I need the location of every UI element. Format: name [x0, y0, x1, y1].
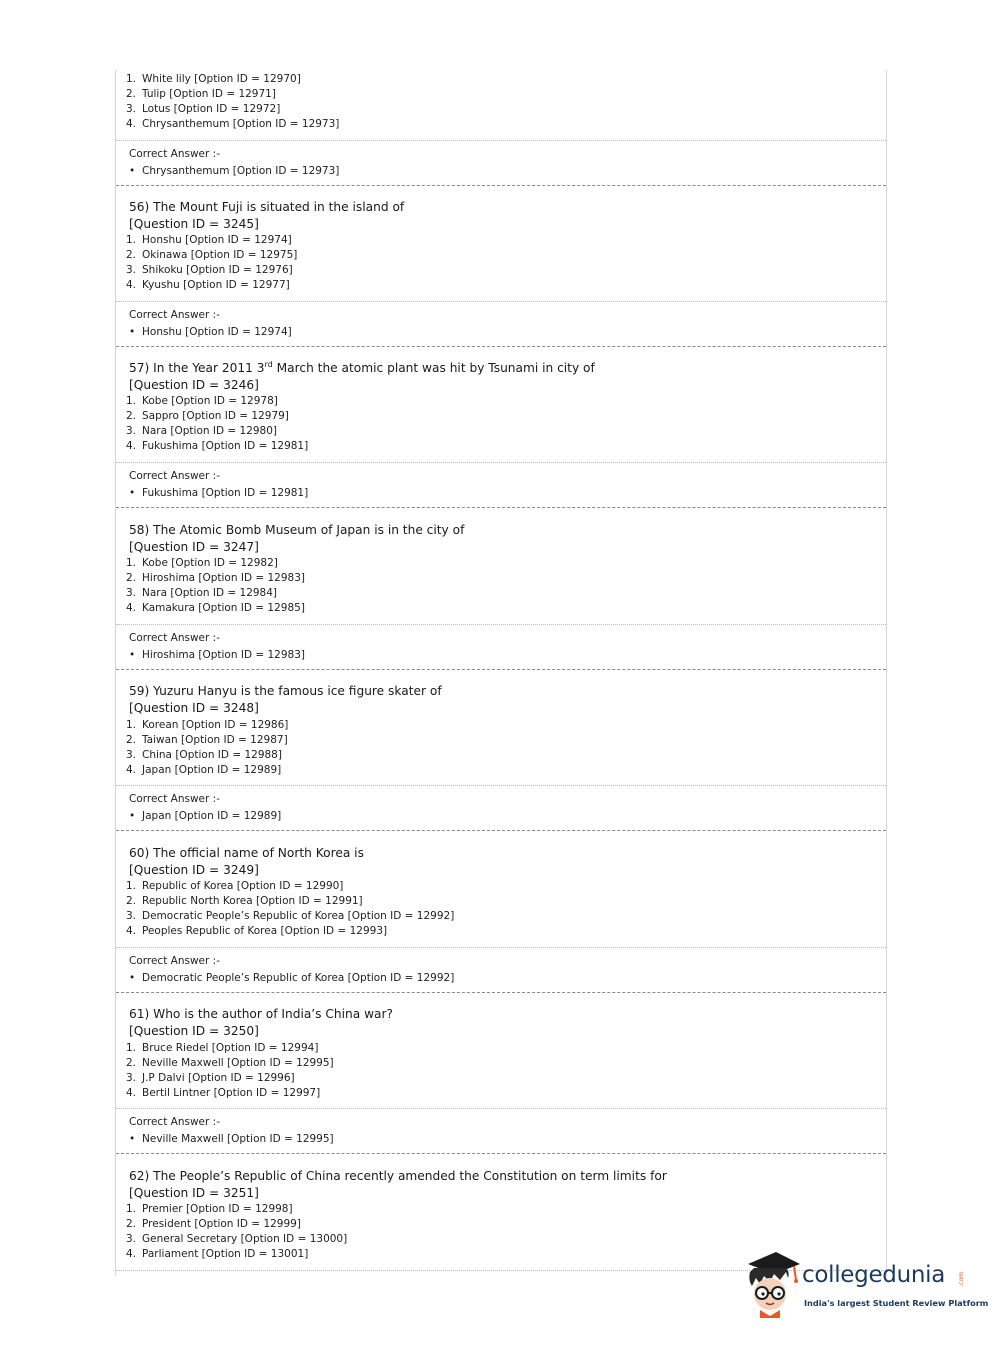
option-item: 4. Bertil Lintner [Option ID = 12997]	[126, 1087, 321, 1099]
question-divider	[116, 830, 886, 831]
question-divider	[116, 507, 886, 508]
question-id: [Question ID = 3246]	[129, 378, 259, 392]
option-item: 4. Japan [Option ID = 12989]	[126, 764, 282, 776]
option-item: 3. Lotus [Option ID = 12972]	[126, 103, 281, 115]
correct-answer: • Honshu [Option ID = 12974]	[129, 326, 292, 338]
option-item: 1. Kobe [Option ID = 12978]	[126, 395, 278, 407]
question-id: [Question ID = 3245]	[129, 217, 259, 231]
logo-wordmark: collegedunia	[802, 1262, 946, 1288]
option-item: 1. Kobe [Option ID = 12982]	[126, 557, 278, 569]
bullet-icon: •	[129, 649, 136, 661]
bullet-icon: •	[129, 810, 136, 822]
bullet-icon: •	[129, 165, 136, 177]
option-item: 4. Kyushu [Option ID = 12977]	[126, 279, 290, 291]
question-id: [Question ID = 3247]	[129, 540, 259, 554]
option-item: 1. Honshu [Option ID = 12974]	[126, 234, 292, 246]
logo-tld: .com	[958, 1272, 965, 1287]
option-item: 1. Korean [Option ID = 12986]	[126, 719, 289, 731]
option-item: 3. Nara [Option ID = 12980]	[126, 425, 278, 437]
option-item: 4. Kamakura [Option ID = 12985]	[126, 602, 305, 614]
divider	[116, 301, 886, 302]
question-divider	[116, 1153, 886, 1154]
option-item: 1. Premier [Option ID = 12998]	[126, 1203, 293, 1215]
option-item: 3. China [Option ID = 12988]	[126, 749, 282, 761]
correct-answer-label: Correct Answer :-	[129, 148, 220, 160]
logo-tagline: India's largest Student Review Platform	[804, 1298, 989, 1308]
option-item: 1. Bruce Riedel [Option ID = 12994]	[126, 1042, 319, 1054]
option-item: 2. Neville Maxwell [Option ID = 12995]	[126, 1057, 334, 1069]
bullet-icon: •	[129, 1133, 136, 1145]
option-item: 4. Fukushima [Option ID = 12981]	[126, 440, 309, 452]
question-text: 56) The Mount Fuji is situated in the island of	[129, 200, 405, 214]
question-text: 62) The People’s Republic of China recently amended the Constitution on term limits for	[129, 1169, 667, 1183]
bullet-icon: •	[129, 326, 136, 338]
option-item: 2. Tulip [Option ID = 12971]	[126, 88, 276, 100]
correct-answer-label: Correct Answer :-	[129, 309, 220, 321]
correct-answer-label: Correct Answer :-	[129, 1116, 220, 1128]
divider	[116, 140, 886, 141]
question-text: 61) Who is the author of India’s China war?	[129, 1007, 393, 1021]
divider	[116, 624, 886, 625]
question-id: [Question ID = 3251]	[129, 1186, 259, 1200]
option-item: 2. Hiroshima [Option ID = 12983]	[126, 572, 305, 584]
option-item: 3. Democratic People’s Republic of Korea [Option ID = 12992]	[126, 910, 455, 922]
divider	[116, 947, 886, 948]
option-item: 4. Peoples Republic of Korea [Option ID = 12993]	[126, 925, 388, 937]
bullet-icon: •	[129, 487, 136, 499]
question-paper-frame	[115, 70, 887, 1276]
correct-answer: • Chrysanthemum [Option ID = 12973]	[129, 165, 340, 177]
question-text: 60) The official name of North Korea is	[129, 846, 364, 860]
divider	[116, 462, 886, 463]
question-divider	[116, 185, 886, 186]
correct-answer: • Hiroshima [Option ID = 12983]	[129, 649, 305, 661]
correct-answer: • Democratic People’s Republic of Korea [Option ID = 12992]	[129, 972, 455, 984]
option-item: 2. Republic North Korea [Option ID = 12991]	[126, 895, 363, 907]
question-id: [Question ID = 3250]	[129, 1024, 259, 1038]
question-id: [Question ID = 3248]	[129, 701, 259, 715]
option-item: 3. General Secretary [Option ID = 13000]	[126, 1233, 348, 1245]
option-item: 4. Chrysanthemum [Option ID = 12973]	[126, 118, 340, 130]
divider	[116, 785, 886, 786]
correct-answer-label: Correct Answer :-	[129, 632, 220, 644]
option-item: 2. President [Option ID = 12999]	[126, 1218, 301, 1230]
option-item: 2. Taiwan [Option ID = 12987]	[126, 734, 288, 746]
correct-answer: • Neville Maxwell [Option ID = 12995]	[129, 1133, 334, 1145]
option-item: 2. Sappro [Option ID = 12979]	[126, 410, 289, 422]
bullet-icon: •	[129, 972, 136, 984]
collegedunia-logo	[742, 1250, 989, 1320]
correct-answer-label: Correct Answer :-	[129, 955, 220, 967]
question-text: 59) Yuzuru Hanyu is the famous ice figure skater of	[129, 684, 442, 698]
correct-answer-label: Correct Answer :-	[129, 793, 220, 805]
option-item: 3. Shikoku [Option ID = 12976]	[126, 264, 293, 276]
divider	[116, 1108, 886, 1109]
correct-answer: • Japan [Option ID = 12989]	[129, 810, 282, 822]
option-item: 4. Parliament [Option ID = 13001]	[126, 1248, 309, 1260]
option-item: 1. Republic of Korea [Option ID = 12990]	[126, 880, 344, 892]
question-text: 57) In the Year 2011 3rd March the atomic plant was hit by Tsunami in city of	[129, 359, 595, 375]
correct-answer-label: Correct Answer :-	[129, 470, 220, 482]
mascot-icon	[742, 1250, 804, 1320]
option-item: 2. Okinawa [Option ID = 12975]	[126, 249, 298, 261]
question-id: [Question ID = 3249]	[129, 863, 259, 877]
question-divider	[116, 669, 886, 670]
question-divider	[116, 992, 886, 993]
option-item: 3. J.P Dalvi [Option ID = 12996]	[126, 1072, 295, 1084]
option-item: 1. White lily [Option ID = 12970]	[126, 73, 301, 85]
option-item: 3. Nara [Option ID = 12984]	[126, 587, 278, 599]
question-divider	[116, 346, 886, 347]
correct-answer: • Fukushima [Option ID = 12981]	[129, 487, 309, 499]
question-text: 58) The Atomic Bomb Museum of Japan is in the city of	[129, 523, 465, 537]
